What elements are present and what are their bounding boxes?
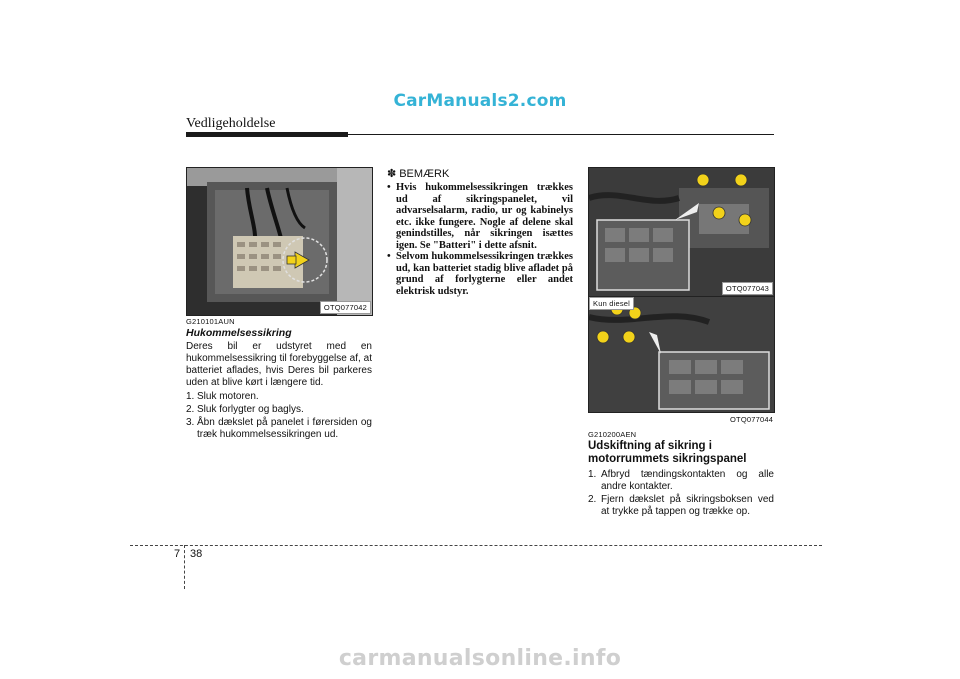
list-item: 1. Afbryd tændingskontakten og alle andre kontakter. [588, 469, 774, 492]
photo-code-label: OTQ077044 [730, 415, 774, 424]
watermark-bottom: carmanualsonline.info [338, 646, 622, 671]
intro-paragraph: Deres bil er udstyret med en hukommelsessikring til forebyggelse af, at batteriet aflades, hvis Deres bil parkeres uden at blive kørt i længere tid. [186, 341, 372, 388]
photo-code-label: OTQ077043 [722, 282, 773, 295]
step-list [588, 469, 774, 518]
list-item: 3. Åbn dækslet på panelet i førersiden og træk hukommelsessikringen ud. [186, 417, 372, 440]
right-body [588, 467, 774, 519]
subheading: Hukommelsessikring [186, 327, 292, 339]
list-item: 1. Sluk motoren. [186, 391, 259, 402]
list-item: 2. Sluk forlygter og baglys. [186, 404, 304, 415]
note-title: BEMÆRK [399, 167, 450, 180]
engine-bay-photo [588, 167, 775, 297]
diesel-fuse-box-illustration [589, 297, 774, 412]
step-list [186, 391, 372, 441]
note-body [387, 182, 573, 297]
section-heading: Udskiftning af sikring i motorrummets sikringspanel [588, 440, 747, 465]
page-number: 38 [190, 548, 203, 560]
asterisk-icon: ✽ [387, 167, 397, 180]
chapter-number: 7 [174, 548, 181, 560]
ref-code: G210200AEN [588, 430, 637, 439]
note-section [387, 167, 573, 297]
left-body [186, 341, 372, 442]
memory-fuse-illustration [187, 168, 372, 315]
diesel-engine-bay-photo [588, 296, 775, 413]
footer-vertical-dash [184, 545, 185, 589]
note-list [387, 182, 573, 297]
ref-code: G210101AUN [186, 317, 235, 326]
list-item: 2. Fjern dækslet på sikringsboksen ved at trykke på tappen og trække op. [588, 494, 774, 517]
section-title: Vedligeholdelse [186, 116, 276, 131]
header-rule-thick [186, 132, 348, 137]
header-rule-thin [348, 134, 774, 135]
photo-code-label: OTQ077042 [320, 301, 371, 314]
diesel-only-label: Kun diesel [589, 297, 634, 310]
memory-fuse-photo [186, 167, 373, 316]
note-heading [387, 167, 573, 180]
engine-fuse-box-illustration [589, 168, 774, 296]
list-item: • Hvis hukommelsessikringen trækkes ud af sikringspanelet, vil advarselsalarm, radio, ur og kabinelys etc. ikke fungere. Nogle af delene skal genindstilles, når sikringen isættes igen. Se "Batteri" i dette afsnit. [387, 182, 573, 251]
watermark-top: CarManuals2.com [393, 91, 567, 111]
footer-dashed-rule [130, 545, 822, 546]
list-item: • Selvom hukommelsessikringen trækkes ud, kan batteriet stadig blive afladet på grund af forlygterne eller andet elektrisk udstyr. [387, 251, 573, 297]
